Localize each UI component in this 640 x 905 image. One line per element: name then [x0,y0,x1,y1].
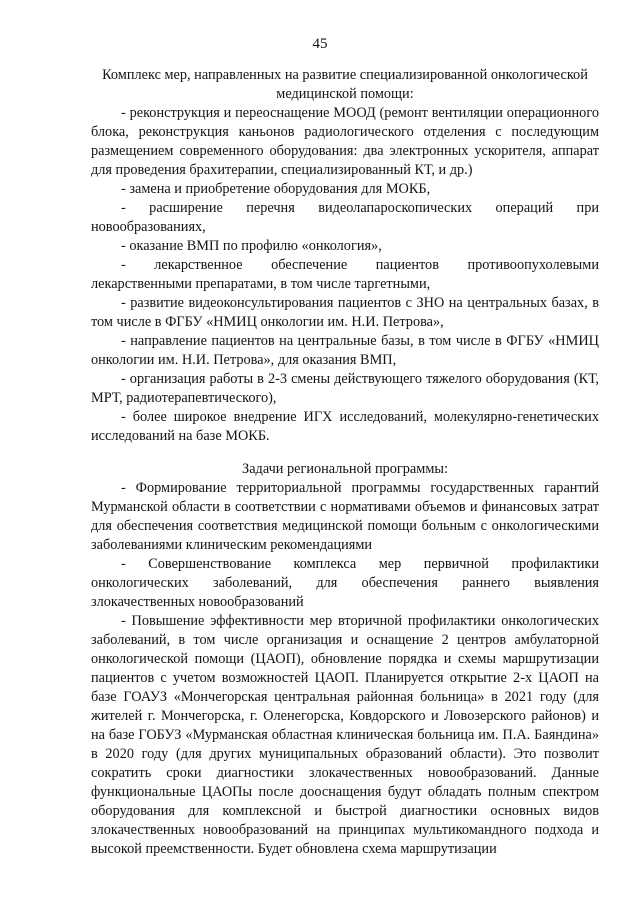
section-1-item: - более широкое внедрение ИГХ исследований, молекулярно-генетических исследований на базе МОКБ. [91,409,599,444]
section-1-item: - развитие видеоконсультирования пациентов с ЗНО на центральных базах, в том числе в ФГБУ «НМИЦ онкологии им. Н.И. Петрова», [91,295,599,330]
section-1-item: - направление пациентов на центральные базы, в том числе в ФГБУ «НМИЦ онкологии им. Н.И. Петрова», для оказания ВМП, [91,333,599,368]
section-1-item: - расширение перечня видеолапароскопических операций при новообразованиях, [91,200,599,235]
section-2-item: - Формирование территориальной программы государственных гарантий Мурманской области в соответствии с нормативами объемов и финансовых затрат для обеспечения соответствия медицинской помощи больным с онкологическими заболеваниями клиническим рекомендациями [91,480,599,553]
section-1-title: Комплекс мер, направленных на развитие специализированной онкологической медицинской помощи: [102,67,588,102]
section-2-title: Задачи региональной программы: [242,461,448,477]
section-2-item: - Совершенствование комплекса мер первичной профилактики онкологических заболеваний, для обеспечения раннего выявления злокачественных новообразований [91,556,599,610]
section-2-item: - Повышение эффективности мер вторичной профилактики онкологических заболеваний, в том числе организация и оснащение 2 центров амбулаторной онкологической помощи (ЦАОП), обновление порядка и схемы маршрутизации пациентов с учетом возможностей ЦАОП. Планируется открытие 2-х ЦАОП на базе ГОАУЗ «Мончегорская центральная районная больница» в 2021 году (для жителей г. Мончегорска, г. Оленегорска, Ковдорского и Ловозерского районов) и на базе ГОБУЗ «Мурманская областная клиническая больница им. П.А. Баяндина» в 2020 году (для других муниципальных образований области). Это позволит сократить сроки диагностики злокачественных новообразований. Данные функциональные ЦАОПы после дооснащения будут обладать полным спектром оборудования для комплексной и быстрой диагностики основных видов злокачественных новообразований на принципах мультикомандного подхода и высокой преемственности. Будет обновлена схема маршрутизации [91,613,599,857]
section-gap [91,446,599,460]
section-1-item: - лекарственное обеспечение пациентов противоопухолевыми лекарственными препаратами, в том числе таргетными, [91,257,599,292]
section-1-item: - реконструкция и переоснащение МООД (ремонт вентиляции операционного блока, реконструкция каньонов радиологического отделения с последующим размещением современного оборудования: два электронных ускорителя, аппарат для проведения брахитерапии, специализированный КТ, и др.) [91,105,599,178]
page-content [91,66,599,859]
section-1-item: - замена и приобретение оборудования для МОКБ, [121,181,431,197]
section-1-item: - оказание ВМП по профилю «онкология», [121,238,382,254]
section-1-item: - организация работы в 2-3 смены действующего тяжелого оборудования (КТ, МРТ, радиотерапевтического), [91,371,599,406]
page-number: 45 [312,36,328,52]
